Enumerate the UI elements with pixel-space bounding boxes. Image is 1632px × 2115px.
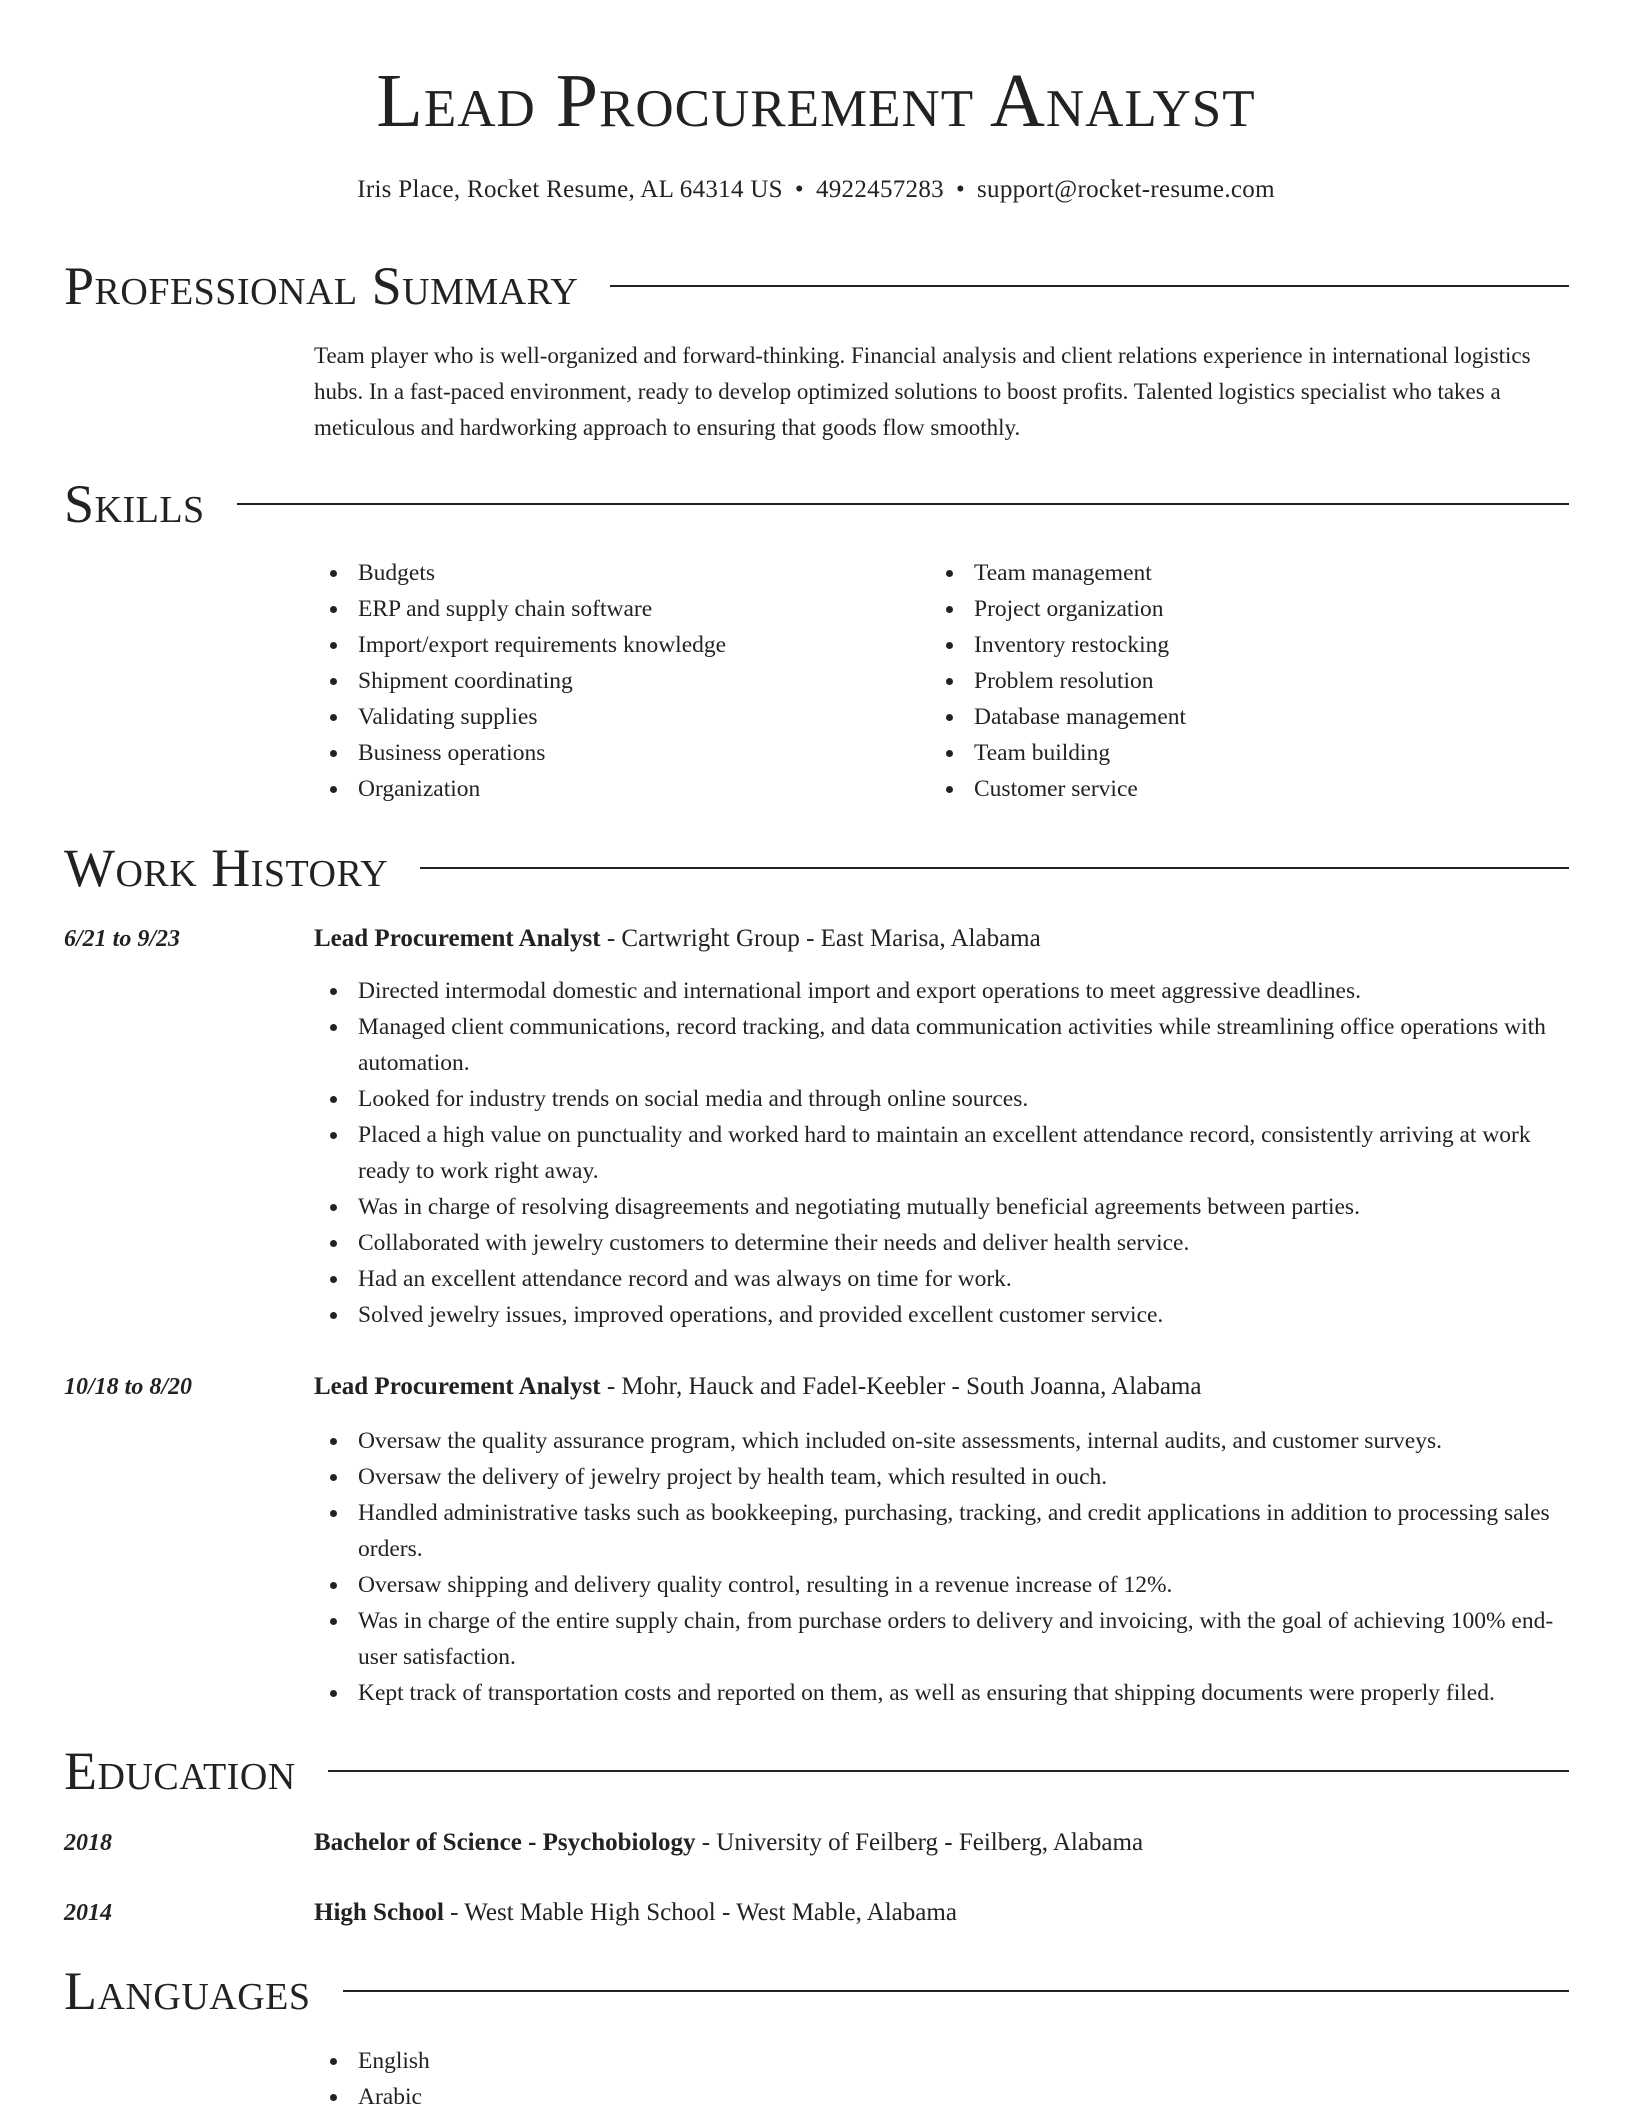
job-bullets [314, 1423, 1576, 1711]
job-bullet: Collaborated with jewelry customers to determine their needs and deliver health service. [314, 1225, 1576, 1261]
summary-text: Team player who is well-organized and forward-thinking. Financial analysis and client relations experience in international logistics hubs. In a fast-paced environment, ready to develop optimized solutions to boost profits. Talented logistics specialist who takes a meticulous and hardworking approach to ensuring that goods flow smoothly. [314, 343, 1531, 440]
skill-item: Project organization [930, 591, 1530, 627]
section-divider [420, 867, 1569, 869]
section-header-education [64, 1741, 1569, 1801]
job-dates: 6/21 to 9/23 [64, 926, 181, 952]
contact-line [0, 172, 1632, 208]
job-bullet: Directed intermodal domestic and international import and export operations to meet aggressive deadlines. [314, 973, 1576, 1009]
section-header-languages [64, 1961, 1569, 2021]
section-header-skills [64, 474, 1569, 534]
job-bullets [314, 973, 1576, 1333]
skill-item: Import/export requirements knowledge [314, 627, 914, 663]
language-item: Arabic [314, 2079, 914, 2115]
skill-item: Customer service [930, 771, 1530, 807]
job-bullet: Oversaw the delivery of jewelry project by health team, which resulted in ouch. [314, 1459, 1576, 1495]
job-bullet: Looked for industry trends on social media and through online sources. [314, 1081, 1576, 1117]
contact-separator: • [794, 176, 804, 203]
job-bullet: Was in charge of the entire supply chain, from purchase orders to delivery and invoicing, with the goal of achieving 100% end-user satisfaction. [314, 1603, 1576, 1675]
job-bullet: Kept track of transportation costs and reported on them, as well as ensuring that shipping documents were properly filed. [314, 1675, 1576, 1711]
skill-item: Database management [930, 699, 1530, 735]
education-degree: High School [314, 1899, 444, 1926]
education-degree: Bachelor of Science - Psychobiology [314, 1829, 696, 1856]
skills-list [930, 555, 1530, 807]
section-header-work [64, 838, 1569, 898]
education-year: 2014 [64, 1900, 112, 1926]
skill-item: Budgets [314, 555, 914, 591]
job-bullet: Solved jewelry issues, improved operations, and provided excellent customer service. [314, 1297, 1576, 1333]
job-bullet: Placed a high value on punctuality and worked hard to maintain an excellent attendance record, consistently arriving at work ready to work right away. [314, 1117, 1576, 1189]
section-divider [610, 285, 1569, 287]
skill-item: Shipment coordinating [314, 663, 914, 699]
resume-name: Lead Procurement Analyst [376, 59, 1256, 143]
job-title [314, 1369, 1574, 1405]
skills-list [314, 555, 914, 807]
contact-separator: • [955, 176, 966, 203]
skill-item: Inventory restocking [930, 627, 1530, 663]
section-divider [237, 503, 1569, 505]
language-item: English [314, 2043, 914, 2079]
education-entry [314, 1825, 1574, 1861]
languages-list-container [314, 2043, 914, 2115]
section-divider [328, 1770, 1569, 1772]
skill-item: Team management [930, 555, 1530, 591]
education-entry [314, 1895, 1574, 1931]
skill-item: Problem resolution [930, 663, 1530, 699]
job-bullet-list [314, 1423, 1576, 1711]
skill-item: Organization [314, 771, 914, 807]
job-details: - Mohr, Hauck and Fadel-Keebler - South Joanna, Alabama [600, 1373, 1202, 1400]
skill-item: Business operations [314, 735, 914, 771]
job-bullet: Was in charge of resolving disagreements and negotiating mutually beneficial agreements between parties. [314, 1189, 1576, 1225]
skills-column-right [930, 555, 1530, 807]
job-bullet: Oversaw the quality assurance program, which included on-site assessments, internal audits, and customer surveys. [314, 1423, 1576, 1459]
section-divider [343, 1990, 1570, 1992]
section-header-summary [64, 256, 1569, 316]
skills-column-left [314, 555, 914, 807]
job-bullet: Managed client communications, record tracking, and data communication activities while streamlining office operations with automation. [314, 1009, 1576, 1081]
education-details: - West Mable High School - West Mable, Alabama [443, 1899, 957, 1926]
job-bullet: Oversaw shipping and delivery quality control, resulting in a revenue increase of 12%. [314, 1567, 1576, 1603]
job-title [314, 921, 1574, 957]
contact-address: Iris Place, Rocket Resume, AL 64314 US [357, 176, 783, 203]
job-role: Lead Procurement Analyst [314, 925, 601, 952]
contact-email[interactable]: support@rocket-resume.com [977, 176, 1275, 203]
section-title: Skills [64, 474, 205, 534]
skill-item: Team building [930, 735, 1530, 771]
job-details: - Cartwright Group - East Marisa, Alabama [600, 925, 1041, 952]
education-year: 2018 [64, 1830, 112, 1856]
skill-item: ERP and supply chain software [314, 591, 914, 627]
languages-list [314, 2043, 914, 2115]
job-bullet: Handled administrative tasks such as bookkeeping, purchasing, tracking, and credit applications in addition to processing sales orders. [314, 1495, 1576, 1567]
job-bullet-list [314, 973, 1576, 1333]
education-details: - University of Feilberg - Feilberg, Alabama [695, 1829, 1144, 1856]
section-title: Languages [64, 1961, 311, 2021]
job-bullet: Had an excellent attendance record and was always on time for work. [314, 1261, 1576, 1297]
section-title: Professional Summary [64, 256, 579, 316]
skill-item: Validating supplies [314, 699, 914, 735]
section-title: Work History [64, 838, 389, 898]
job-dates: 10/18 to 8/20 [64, 1374, 193, 1400]
section-title: Education [64, 1741, 296, 1801]
job-role: Lead Procurement Analyst [314, 1373, 601, 1400]
contact-phone: 4922457283 [815, 176, 944, 203]
